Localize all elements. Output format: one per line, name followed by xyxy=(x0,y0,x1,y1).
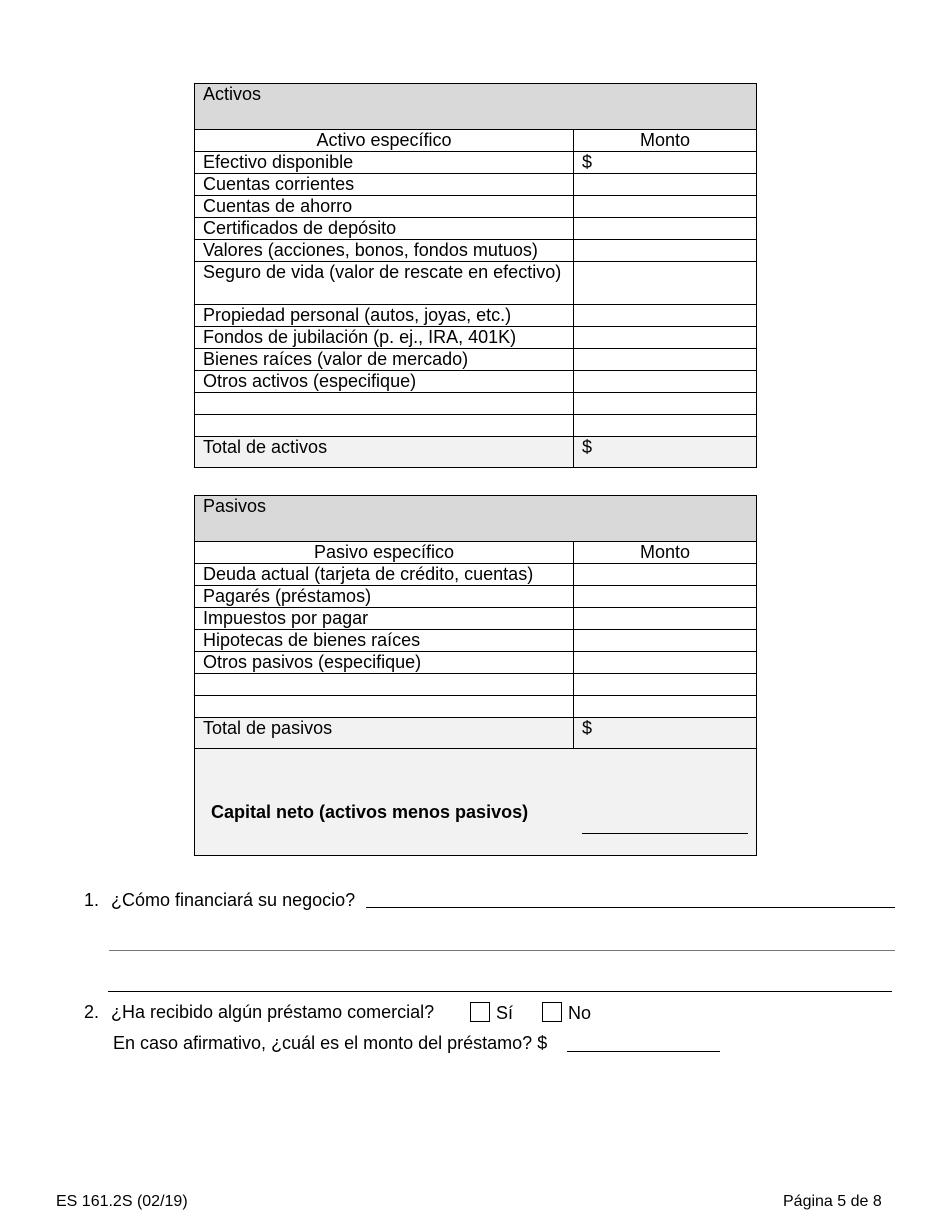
q1-answer-line-2[interactable] xyxy=(109,950,895,951)
asset-row-label: Efectivo disponible xyxy=(195,152,574,174)
asset-amount-field[interactable] xyxy=(574,371,757,393)
liability-row-label: Otros pasivos (especifique) xyxy=(195,652,574,674)
asset-row-label: Valores (acciones, bonos, fondos mutuos) xyxy=(195,240,574,262)
asset-row-label: Cuentas corrientes xyxy=(195,174,574,196)
asset-amount-field[interactable] xyxy=(574,327,757,349)
liability-amount-field[interactable] xyxy=(574,564,757,586)
asset-row-label: Bienes raíces (valor de mercado) xyxy=(195,349,574,371)
yes-label: Sí xyxy=(496,1003,514,1023)
asset-row-label: Seguro de vida (valor de rescate en efectivo) xyxy=(195,262,574,305)
asset-amount-field[interactable] xyxy=(574,262,757,305)
asset-row-label: Propiedad personal (autos, joyas, etc.) xyxy=(195,305,574,327)
asset-row-label: Otros activos (especifique) xyxy=(195,371,574,393)
no-checkbox[interactable] xyxy=(542,1002,562,1022)
liabilities-total-field[interactable]: $ xyxy=(574,718,757,749)
liability-row-label: Impuestos por pagar xyxy=(195,608,574,630)
assets-total-field[interactable]: $ xyxy=(574,437,757,468)
asset-amount-field[interactable] xyxy=(574,196,757,218)
asset-amount-field[interactable] xyxy=(574,415,757,437)
yes-checkbox[interactable] xyxy=(470,1002,490,1022)
net-worth-label: Capital neto (activos menos pasivos) xyxy=(211,802,529,822)
asset-row-label: Cuentas de ahorro xyxy=(195,196,574,218)
liability-amount-field[interactable] xyxy=(574,586,757,608)
q2-yes-option[interactable] xyxy=(470,1002,513,1024)
q1-text: ¿Cómo financiará su negocio? xyxy=(111,890,356,910)
liabilities-total-label: Total de pasivos xyxy=(195,718,574,749)
liability-amount-field[interactable] xyxy=(574,630,757,652)
assets-total-label: Total de activos xyxy=(195,437,574,468)
net-worth-cell xyxy=(195,749,757,856)
liability-blank-label[interactable] xyxy=(195,674,574,696)
q1-answer-line-3[interactable] xyxy=(108,991,892,992)
liabilities-title: Pasivos xyxy=(195,496,757,542)
asset-amount-field[interactable]: $ xyxy=(574,152,757,174)
page-number: Página 5 de 8 xyxy=(783,1193,882,1210)
liability-amount-field[interactable] xyxy=(574,674,757,696)
asset-amount-field[interactable] xyxy=(574,305,757,327)
assets-table xyxy=(194,83,757,468)
loan-amount-field[interactable] xyxy=(567,1051,720,1052)
q1-number: 1. xyxy=(84,890,100,910)
liability-amount-field[interactable] xyxy=(574,696,757,718)
q1-answer-line-1[interactable] xyxy=(366,907,895,908)
form-id: ES 161.2S (02/19) xyxy=(56,1193,188,1210)
asset-row-label: Certificados de depósito xyxy=(195,218,574,240)
asset-amount-field[interactable] xyxy=(574,393,757,415)
liabilities-table xyxy=(194,495,757,856)
liability-blank-label[interactable] xyxy=(195,696,574,718)
liabilities-col-amount: Monto xyxy=(574,542,757,564)
assets-col-amount: Monto xyxy=(574,130,757,152)
asset-blank-label[interactable] xyxy=(195,415,574,437)
liability-amount-field[interactable] xyxy=(574,652,757,674)
asset-amount-field[interactable] xyxy=(574,218,757,240)
liability-row-label: Hipotecas de bienes raíces xyxy=(195,630,574,652)
asset-blank-label[interactable] xyxy=(195,393,574,415)
asset-amount-field[interactable] xyxy=(574,240,757,262)
assets-title: Activos xyxy=(195,84,757,130)
asset-amount-field[interactable] xyxy=(574,174,757,196)
asset-row-label: Fondos de jubilación (p. ej., IRA, 401K) xyxy=(195,327,574,349)
liability-row-label: Deuda actual (tarjeta de crédito, cuentas) xyxy=(195,564,574,586)
asset-amount-field[interactable] xyxy=(574,349,757,371)
q2-number: 2. xyxy=(84,1002,100,1022)
net-worth-field[interactable] xyxy=(582,833,748,834)
q2-followup-text: En caso afirmativo, ¿cuál es el monto del préstamo? $ xyxy=(113,1033,548,1053)
q2-no-option[interactable] xyxy=(542,1002,591,1024)
assets-col-item: Activo específico xyxy=(195,130,574,152)
liabilities-col-item: Pasivo específico xyxy=(195,542,574,564)
q2-text: ¿Ha recibido algún préstamo comercial? xyxy=(111,1002,435,1022)
liability-amount-field[interactable] xyxy=(574,608,757,630)
liability-row-label: Pagarés (préstamos) xyxy=(195,586,574,608)
no-label: No xyxy=(568,1003,592,1023)
